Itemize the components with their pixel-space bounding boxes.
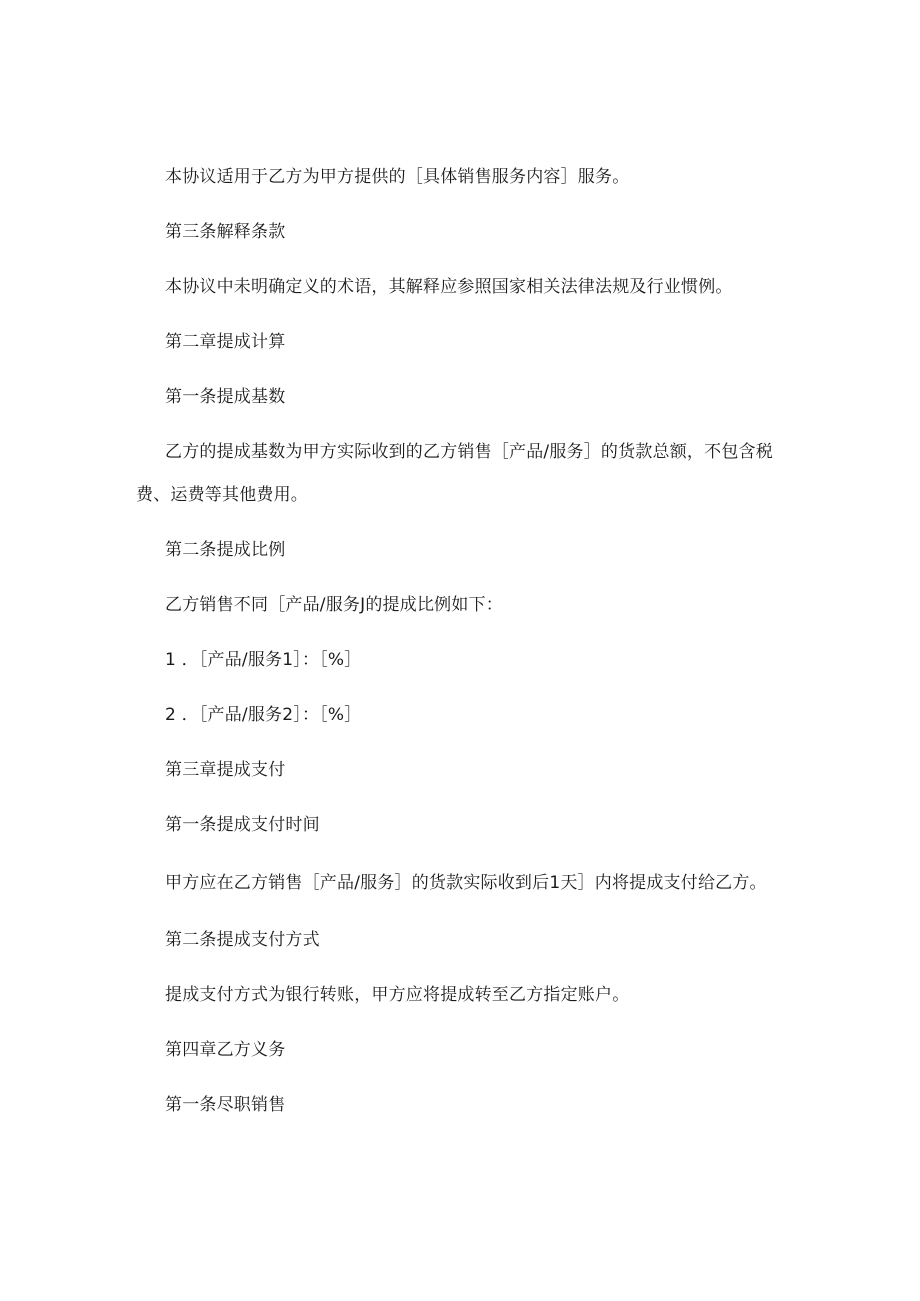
payment-method-heading: 第二条提成支付方式 xyxy=(165,930,320,950)
payment-time-paragraph: 甲方应在乙方销售［产品/服务］的货款实际收到后1天］内将提成支付给乙方。 xyxy=(165,873,767,893)
chapter-3-heading: 第三章提成支付 xyxy=(165,760,286,780)
list-item-1: 1 ．［产品/服务1］：［%］ xyxy=(165,650,362,670)
article-1-heading: 第一条提成基数 xyxy=(165,387,286,407)
scope-paragraph: 本协议适用于乙方为甲方提供的［具体销售服务内容］服务。 xyxy=(165,167,630,187)
commission-rate-intro: 乙方销售不同［产品/服务J的提成比例如下： xyxy=(165,595,503,615)
diligent-sales-heading: 第一条尽职销售 xyxy=(165,1095,286,1115)
chapter-4-heading: 第四章乙方义务 xyxy=(165,1040,286,1060)
list-item-2: 2 ．［产品/服务2］：［%］ xyxy=(165,705,362,725)
interpretation-paragraph: 本协议中未明确定义的术语，其解释应参照国家相关法律法规及行业惯例。 xyxy=(165,277,733,297)
chapter-2-heading: 第二章提成计算 xyxy=(165,332,286,352)
payment-time-heading: 第一条提成支付时间 xyxy=(165,815,320,835)
article-3-heading: 第三条解释条款 xyxy=(165,222,286,242)
commission-base-paragraph-line-2: 费、运费等其他费用。 xyxy=(136,485,308,505)
commission-base-paragraph-line-1: 乙方的提成基数为甲方实际收到的乙方销售［产品/服务］的货款总额，不包含税 xyxy=(165,442,773,462)
payment-method-paragraph: 提成支付方式为银行转账，甲方应将提成转至乙方指定账户。 xyxy=(165,985,630,1005)
article-2-heading: 第二条提成比例 xyxy=(165,540,286,560)
